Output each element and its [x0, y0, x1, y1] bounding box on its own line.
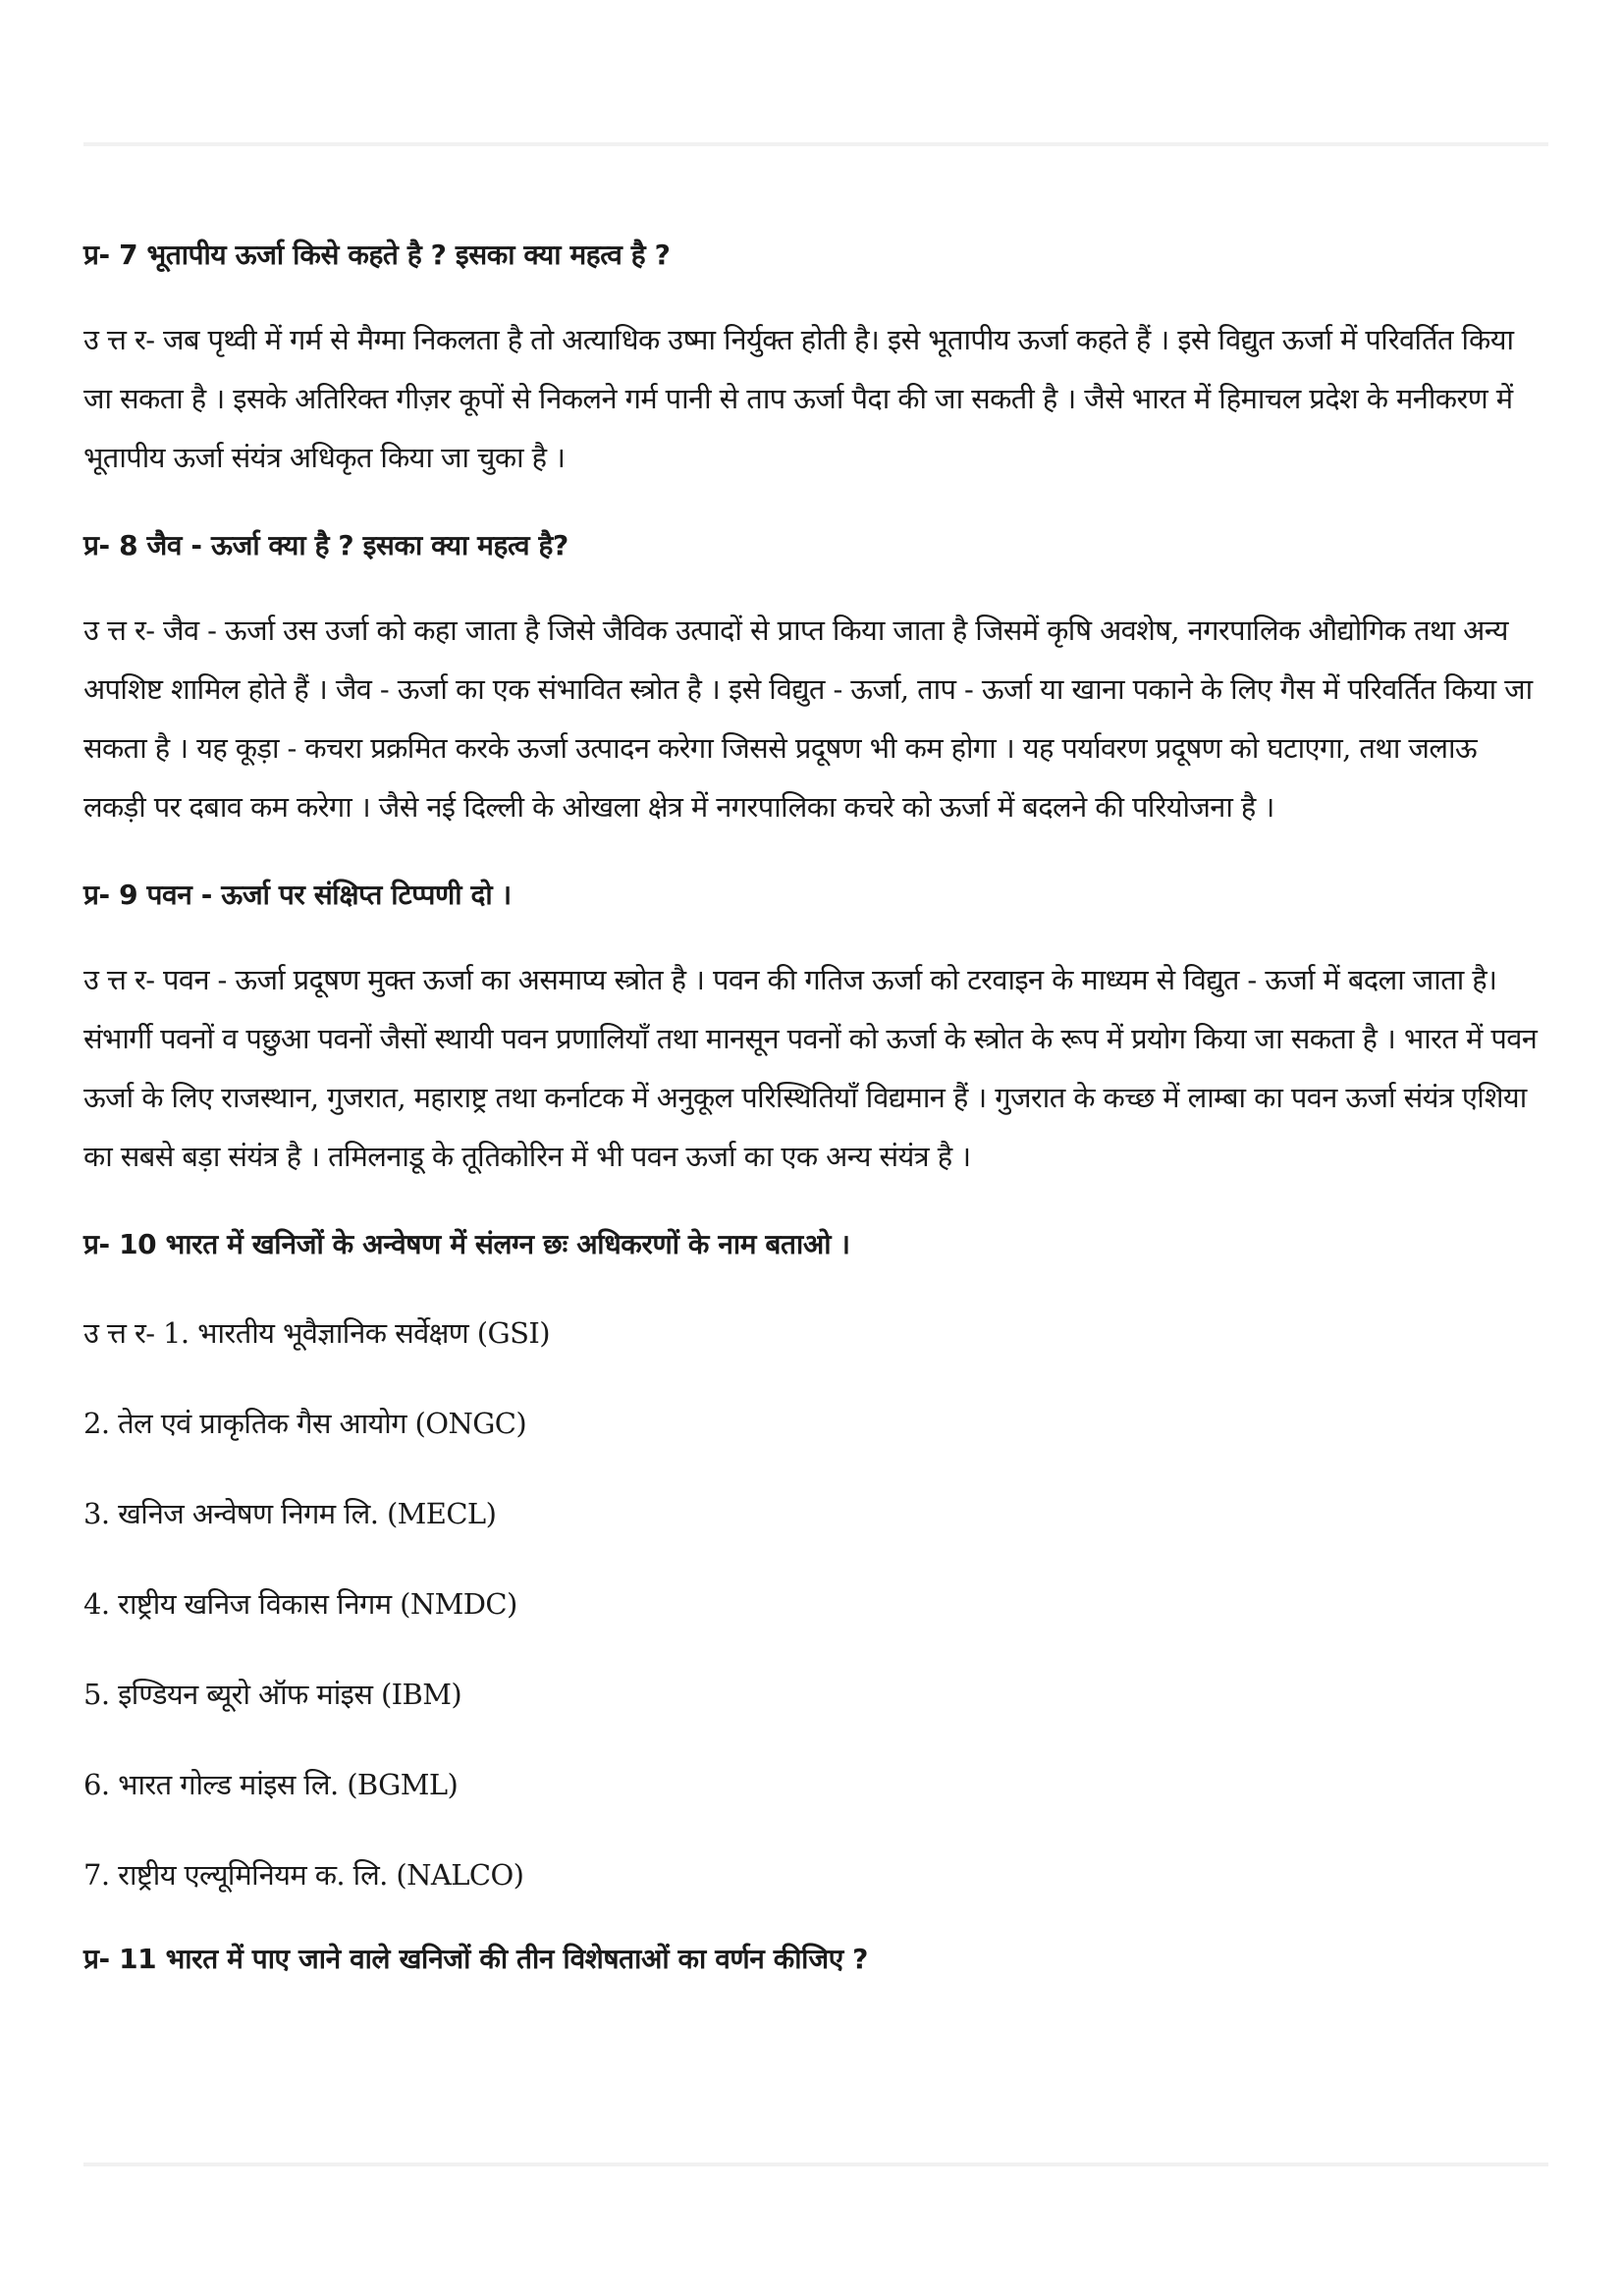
question-7: प्र- 7 भूतापीय ऊर्जा किसे कहते है ? इसका क्या महत्व है ? — [83, 239, 671, 271]
page-content — [83, 236, 1546, 1979]
list-item: 5. इण्डियन ब्यूरो ऑफ मांइस (IBM) — [83, 1678, 462, 1711]
list-item: 2. तेल एवं प्राकृतिक गैस आयोग (ONGC) — [83, 1407, 527, 1440]
question-9: प्र- 9 पवन - ऊर्जा पर संक्षिप्त टिप्पणी दो । — [83, 879, 512, 911]
top-divider — [83, 142, 1548, 146]
list-item: 7. राष्ट्रीय एल्यूमिनियम क. लि. (NALCO) — [83, 1858, 524, 1892]
list-item: उ त्त र- 1. भारतीय भूवैज्ञानिक सर्वेक्षण (GSI) — [83, 1316, 550, 1350]
question-11: प्र- 11 भारत में पाए जाने वाले खनिजों की तीन विशेषताओं का वर्णन कीजिए ? — [83, 1943, 869, 1975]
answer-9: उ त्त र- पवन - ऊर्जा प्रदूषण मुक्त ऊर्जा का असमाप्य स्त्रोत है । पवन की गतिज ऊर्जा को टरवाइन के माध्यम से विद्युत - ऊर्जा में बदला जाता है। संभार्गी पवनों व पछुआ पवनों जैसों स्थायी पवन प्रणालियाँ तथा मानसून पवनों को ऊर्जा के स्त्रोत के रूप में प्रयोग किया जा सकता है । भारत में पवन ऊर्जा के लिए राजस्थान, गुजरात, महाराष्ट्र तथा कर्नाटक में अनुकूल परिस्थितियाँ विद्यमान हैं । गुजरात के कच्छ में लाम्बा का पवन ऊर्जा संयंत्र एशिया का सबसे बड़ा संयंत्र है । तमिलनाडू के तूतिकोरिन में भी पवन ऊर्जा का एक अन्य संयंत्र है । — [83, 963, 1538, 1173]
question-8: प्र- 8 जैव - ऊर्जा क्या है ? इसका क्या महत्व है? — [83, 529, 568, 561]
bottom-divider — [83, 2163, 1548, 2166]
list-item: 4. राष्ट्रीय खनिज विकास निगम (NMDC) — [83, 1587, 517, 1621]
answer-7: उ त्त र- जब पृथ्वी में गर्म से मैग्मा निकलता है तो अत्याधिक उष्मा निर्युक्त होती है। इसे भूतापीय ऊर्जा कहते हैं । इसे विद्युत ऊर्जा में परिवर्तित किया जा सकता है । इसके अतिरिक्त गीज़र कूपों से निकलने गर्म पानी से ताप ऊर्जा पैदा की जा सकती है । जैसे भारत में हिमाचल प्रदेश के मनीकरण में भूतापीय ऊर्जा संयंत्र अधिकृत किया जा चुका है । — [83, 323, 1514, 474]
answer-8: उ त्त र- जैव - ऊर्जा उस उर्जा को कहा जाता है जिसे जैविक उत्पादों से प्राप्त किया जाता है जिसमें कृषि अवशेष, नगरपालिक औद्योगिक तथा अन्य अपशिष्ट शामिल होते हैं । जैव - ऊर्जा का एक संभावित स्त्रोत है । इसे विद्युत - ऊर्जा, ताप - ऊर्जा या खाना पकाने के लिए गैस में परिवर्तित किया जा सकता है । यह कूड़ा - कचरा प्रक्रमित करके ऊर्जा उत्पादन करेगा जिससे प्रदूषण भी कम होगा । यह पर्यावरण प्रदूषण को घटाएगा, तथा जलाऊ लकड़ी पर दबाव कम करेगा । जैसे नई दिल्ली के ओखला क्षेत्र में नगरपालिका कचरे को ऊर्जा में बदलने की परियोजना है । — [83, 614, 1533, 824]
list-item: 6. भारत गोल्ड मांइस लि. (BGML) — [83, 1768, 459, 1801]
list-item: 3. खनिज अन्वेषण निगम लि. (MECL) — [83, 1497, 497, 1530]
question-10: प्र- 10 भारत में खनिजों के अन्वेषण में संलग्न छः अधिकरणों के नाम बताओ । — [83, 1228, 850, 1260]
